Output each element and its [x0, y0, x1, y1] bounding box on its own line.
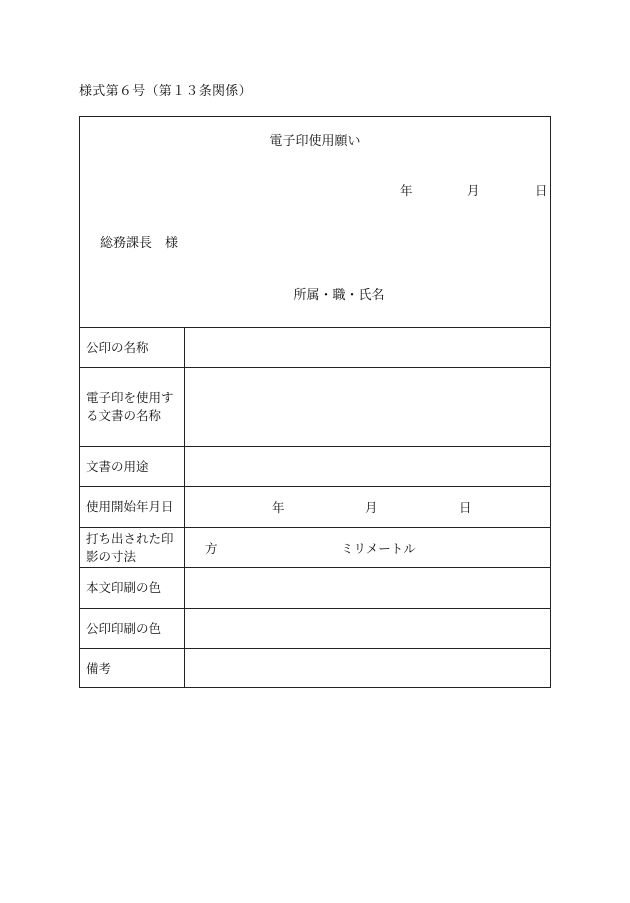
remarks-field[interactable]	[185, 649, 550, 688]
start-date-field[interactable]	[185, 487, 550, 527]
date-year-label: 年	[400, 183, 413, 198]
table-row-remarks	[80, 649, 550, 688]
seal-size-field[interactable]	[185, 528, 550, 567]
document-purpose-field[interactable]	[185, 447, 550, 486]
seal-size-square-label: 方	[205, 540, 218, 556]
addressee: 総務課長 様	[100, 236, 179, 251]
start-date-month-label: 月	[365, 500, 378, 515]
form-number: 様式第６号（第１３条関係）	[79, 84, 252, 99]
date-month-label: 月	[467, 183, 480, 198]
affiliation-name-field: 所属・職・氏名	[293, 288, 385, 303]
seal-size-unit-label: ミリメートル	[341, 540, 416, 556]
seal-print-color-label: 公印印刷の色	[80, 609, 185, 648]
document-name-label: 電子印を使用する文書の名称	[80, 368, 185, 446]
table-row-seal-print-color	[80, 609, 550, 649]
document-name-field[interactable]	[185, 368, 550, 446]
table-row-document-purpose	[80, 447, 550, 487]
body-print-color-label: 本文印刷の色	[80, 568, 185, 608]
seal-name-label: 公印の名称	[80, 328, 185, 367]
form-title: 電子印使用願い	[269, 134, 361, 149]
table-row-seal-size	[80, 528, 550, 568]
start-date-label: 使用開始年月日	[80, 487, 185, 527]
form-header	[80, 117, 550, 328]
seal-print-color-field[interactable]	[185, 609, 550, 648]
remarks-label: 備考	[80, 649, 185, 688]
start-date-year-label: 年	[272, 500, 285, 515]
seal-name-field[interactable]	[185, 328, 550, 367]
body-print-color-field[interactable]	[185, 568, 550, 608]
date-day-label: 日	[535, 183, 548, 198]
start-date-day-label: 日	[459, 500, 472, 515]
seal-size-label: 打ち出された印影の寸法	[80, 528, 185, 567]
application-date[interactable]	[80, 181, 550, 197]
table-row-document-name	[80, 368, 550, 447]
table-row-seal-name	[80, 328, 550, 368]
application-form	[79, 116, 551, 688]
document-purpose-label: 文書の用途	[80, 447, 185, 486]
table-row-body-print-color	[80, 568, 550, 609]
table-row-start-date	[80, 487, 550, 528]
